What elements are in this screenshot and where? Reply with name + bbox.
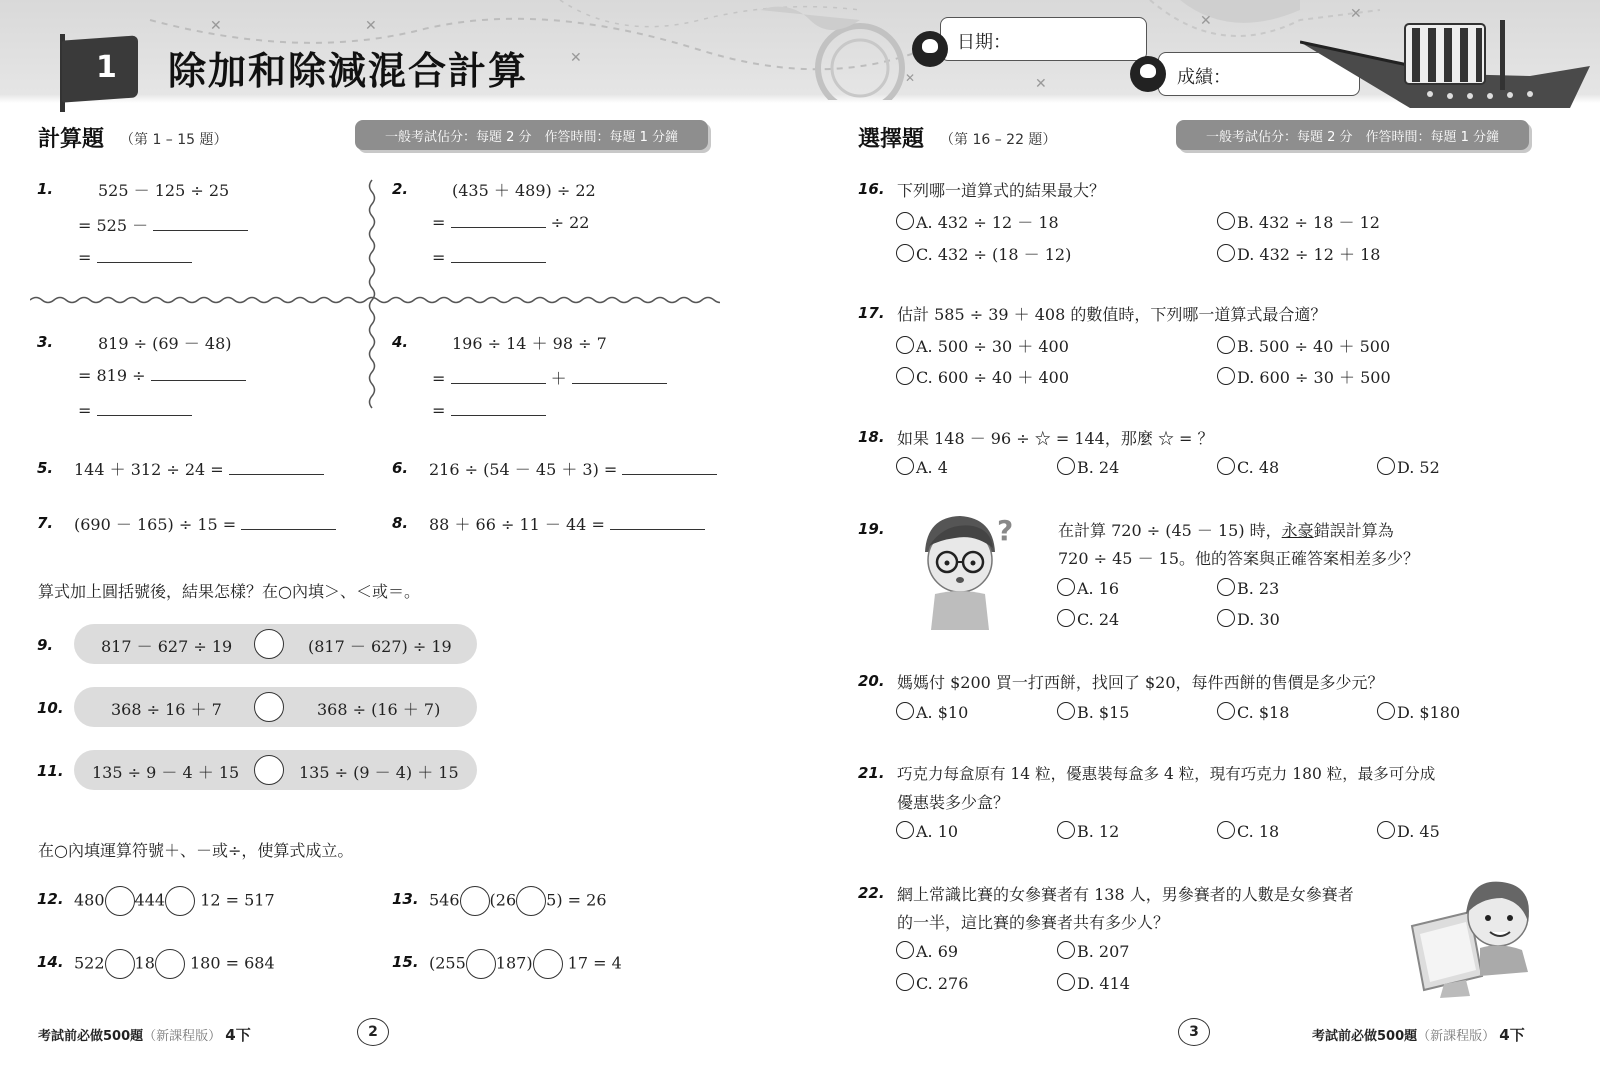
q4-step: =: [432, 401, 546, 420]
svg-text:✕: ✕: [365, 18, 377, 34]
answer-blank[interactable]: [622, 460, 717, 475]
question-number: 16.: [858, 180, 885, 198]
option-b[interactable]: B. $15: [1057, 702, 1129, 722]
q2-step: =: [432, 248, 546, 267]
q22-text-line1: 網上常識比賽的女參賽者有 138 人，男參賽者的人數是女參賽者: [897, 885, 1354, 904]
option-d[interactable]: D. 45: [1377, 821, 1440, 841]
q3-step: =: [78, 401, 192, 420]
page-title: 除加和除減混合計算: [168, 49, 529, 93]
question-number: 1.: [37, 180, 54, 198]
left-scoring-note: 一般考試佔分：每題 2 分 作答時間：每題 1 分鐘: [355, 120, 708, 150]
q12-expression: 480 444 12 = 517: [74, 886, 275, 916]
answer-blank[interactable]: [97, 401, 192, 416]
question-number: 3.: [37, 333, 54, 351]
svg-text:?: ?: [997, 514, 1014, 547]
q7-expression: (690 － 165) ÷ 15 =: [74, 512, 336, 535]
q6-expression: 216 ÷ (54 － 45 ＋ 3) =: [429, 457, 717, 480]
answer-blank[interactable]: [451, 401, 546, 416]
operator-circle[interactable]: [460, 886, 490, 916]
question-number: 8.: [392, 514, 409, 532]
right-section-range: （第 16 – 22 題）: [940, 132, 1057, 148]
compare-right-expr: (817 － 627) ÷ 19: [308, 637, 452, 656]
unit-number: 1: [96, 50, 117, 85]
answer-blank[interactable]: [97, 248, 192, 263]
question-number: 7.: [37, 514, 54, 532]
question-number: 18.: [858, 428, 885, 446]
girl-at-computer-icon: [1410, 872, 1535, 1000]
question-number: 13.: [392, 890, 419, 908]
option-c[interactable]: C. 600 ÷ 40 ＋ 400: [896, 365, 1069, 388]
option-d[interactable]: D. 600 ÷ 30 ＋ 500: [1217, 365, 1391, 388]
q3-step: = 819 ÷: [78, 366, 246, 385]
question-number: 15.: [392, 953, 419, 971]
answer-blank[interactable]: [610, 515, 705, 530]
operator-circle[interactable]: [155, 949, 185, 979]
q1-expression: 525 － 125 ÷ 25: [98, 181, 230, 200]
option-b[interactable]: B. 24: [1057, 457, 1119, 477]
left-section-title: 計算題: [38, 127, 105, 152]
answer-blank[interactable]: [451, 248, 546, 263]
right-footer: 考試前必做500題（新課程版） 4下: [1312, 1026, 1525, 1044]
option-d[interactable]: D. 30: [1217, 609, 1280, 629]
skull-icon: [1130, 56, 1166, 92]
option-c[interactable]: C. 276: [896, 973, 968, 993]
operator-circle[interactable]: [533, 949, 563, 979]
right-scoring-note: 一般考試佔分：每題 2 分 作答時間：每題 1 分鐘: [1176, 120, 1529, 150]
option-a[interactable]: A. 4: [896, 457, 948, 477]
page-number: 2: [357, 1018, 389, 1046]
option-b[interactable]: B. 12: [1057, 821, 1119, 841]
svg-text:✕: ✕: [1035, 76, 1047, 92]
option-c[interactable]: C. 18: [1217, 821, 1279, 841]
question-number: 21.: [858, 764, 885, 782]
q2-step: = ÷ 22: [432, 213, 590, 232]
answer-blank[interactable]: [241, 515, 336, 530]
pirate-ship-icon: [1300, 18, 1600, 110]
operator-circle[interactable]: [165, 886, 195, 916]
compare-right-expr: 135 ÷ (9 － 4) ＋ 15: [299, 763, 459, 782]
compare-instruction: 算式加上圓括號後，結果怎樣？在○內填＞、＜或＝。: [38, 582, 420, 601]
question-number: 5.: [37, 459, 54, 477]
score-label: 成績：: [1177, 67, 1231, 88]
option-c[interactable]: C. $18: [1217, 702, 1289, 722]
q1-step: = 525 －: [78, 213, 248, 236]
question-number: 11.: [37, 762, 64, 780]
option-a[interactable]: A. 69: [896, 941, 958, 961]
option-c[interactable]: C. 432 ÷ (18 － 12): [896, 242, 1071, 265]
question-number: 17.: [858, 304, 885, 322]
option-b[interactable]: B. 500 ÷ 40 ＋ 500: [1217, 334, 1390, 357]
option-b[interactable]: B. 207: [1057, 941, 1129, 961]
operator-circle[interactable]: [466, 949, 496, 979]
svg-text:✕: ✕: [1350, 6, 1362, 22]
svg-text:✕: ✕: [570, 50, 582, 66]
skull-icon: [912, 31, 948, 67]
left-footer: 考試前必做500題（新課程版） 4下: [38, 1026, 251, 1044]
q17-text: 估計 585 ÷ 39 ＋ 408 的數值時，下列哪一道算式最合適？: [897, 305, 1327, 324]
q4-step: = ＋: [432, 366, 667, 389]
compare-right-expr: 368 ÷ (16 ＋ 7): [317, 700, 441, 719]
page-number: 3: [1178, 1018, 1210, 1046]
operator-circle[interactable]: [516, 886, 546, 916]
q2-expression: (435 ＋ 489) ÷ 22: [452, 181, 596, 200]
q16-text: 下列哪一道算式的結果最大？: [897, 181, 1106, 200]
right-section-title: 選擇題: [858, 127, 925, 152]
q15-expression: (255 187) 17 = 4: [429, 949, 622, 979]
option-b[interactable]: B. 432 ÷ 18 － 12: [1217, 210, 1380, 233]
question-number: 12.: [37, 890, 64, 908]
question-number: 22.: [858, 884, 885, 902]
answer-blank[interactable]: [153, 216, 248, 231]
q20-text: 媽媽付 $200 買一打西餅，找回了 $20，每件西餅的售價是多少元？: [897, 673, 1384, 692]
q21-text-line1: 巧克力每盒原有 14 粒，優惠裝每盒多 4 粒，現有巧克力 180 粒，最多可分成: [897, 765, 1436, 783]
option-a[interactable]: A. 500 ÷ 30 ＋ 400: [896, 334, 1069, 357]
question-number: 14.: [37, 953, 64, 971]
q8-expression: 88 ＋ 66 ÷ 11 － 44 =: [429, 512, 705, 535]
svg-text:✕: ✕: [210, 18, 222, 34]
answer-blank[interactable]: [229, 460, 324, 475]
q4-expression: 196 ÷ 14 ＋ 98 ÷ 7: [452, 334, 607, 353]
answer-blank[interactable]: [151, 366, 246, 381]
svg-text:✕: ✕: [905, 71, 916, 85]
q19-text-line1: 在計算 720 ÷ (45 － 15) 時，永豪錯誤計算為: [1058, 521, 1394, 540]
option-a[interactable]: A. 432 ÷ 12 － 18: [896, 210, 1059, 233]
operator-circle[interactable]: [105, 886, 135, 916]
question-number: 2.: [392, 180, 409, 198]
q18-text: 如果 148 － 96 ÷ ☆ = 144，那麼 ☆ = ？: [897, 429, 1214, 448]
q1-step: =: [78, 248, 192, 267]
q5-expression: 144 ＋ 312 ÷ 24 =: [74, 457, 324, 480]
question-number: 19.: [858, 520, 885, 538]
operator-instruction: 在○內填運算符號＋、－或÷，使算式成立。: [38, 841, 354, 860]
option-a[interactable]: A. $10: [896, 702, 968, 722]
date-label: 日期：: [957, 32, 1011, 53]
option-b[interactable]: B. 23: [1217, 578, 1279, 598]
option-a[interactable]: A. 16: [1057, 578, 1119, 598]
answer-blank[interactable]: [451, 369, 546, 384]
question-number: 9.: [37, 636, 54, 654]
q19-text-line2: 720 ÷ 45 － 15。他的答案與正確答案相差多少？: [1058, 549, 1420, 568]
thinking-boy-icon: [915, 512, 1020, 632]
compare-left-expr: 817 － 627 ÷ 19: [101, 637, 233, 656]
option-d[interactable]: D. 52: [1377, 457, 1440, 477]
compare-left-expr: 135 ÷ 9 － 4 ＋ 15: [92, 763, 240, 782]
compare-left-expr: 368 ÷ 16 ＋ 7: [111, 700, 222, 719]
left-section-range: （第 1 – 15 題）: [120, 132, 228, 148]
answer-blank[interactable]: [572, 369, 667, 384]
answer-blank[interactable]: [451, 213, 546, 228]
compare-answer-circle[interactable]: [254, 629, 284, 659]
question-number: 4.: [392, 333, 409, 351]
q21-text-line2: 優惠裝多少盒？: [897, 793, 1010, 812]
question-number: 6.: [392, 459, 409, 477]
option-d[interactable]: D. 414: [1057, 973, 1130, 993]
q14-expression: 522 18 180 = 684: [74, 949, 275, 979]
name-underlined: 永豪: [1281, 521, 1314, 540]
q22-text-line2: 的一半，這比賽的參賽者共有多少人？: [897, 913, 1170, 932]
question-number: 10.: [37, 699, 64, 717]
compare-answer-circle[interactable]: [254, 755, 284, 785]
svg-text:✕: ✕: [1200, 13, 1212, 29]
option-d[interactable]: D. $180: [1377, 702, 1460, 722]
option-c[interactable]: C. 48: [1217, 457, 1279, 477]
option-c[interactable]: C. 24: [1057, 609, 1119, 629]
q13-expression: 546 (26 5) = 26: [429, 886, 607, 916]
option-d[interactable]: D. 432 ÷ 12 ＋ 18: [1217, 242, 1380, 265]
question-number: 20.: [858, 672, 885, 690]
option-a[interactable]: A. 10: [896, 821, 958, 841]
compare-answer-circle[interactable]: [254, 692, 284, 722]
operator-circle[interactable]: [105, 949, 135, 979]
q3-expression: 819 ÷ (69 － 48): [98, 334, 232, 353]
